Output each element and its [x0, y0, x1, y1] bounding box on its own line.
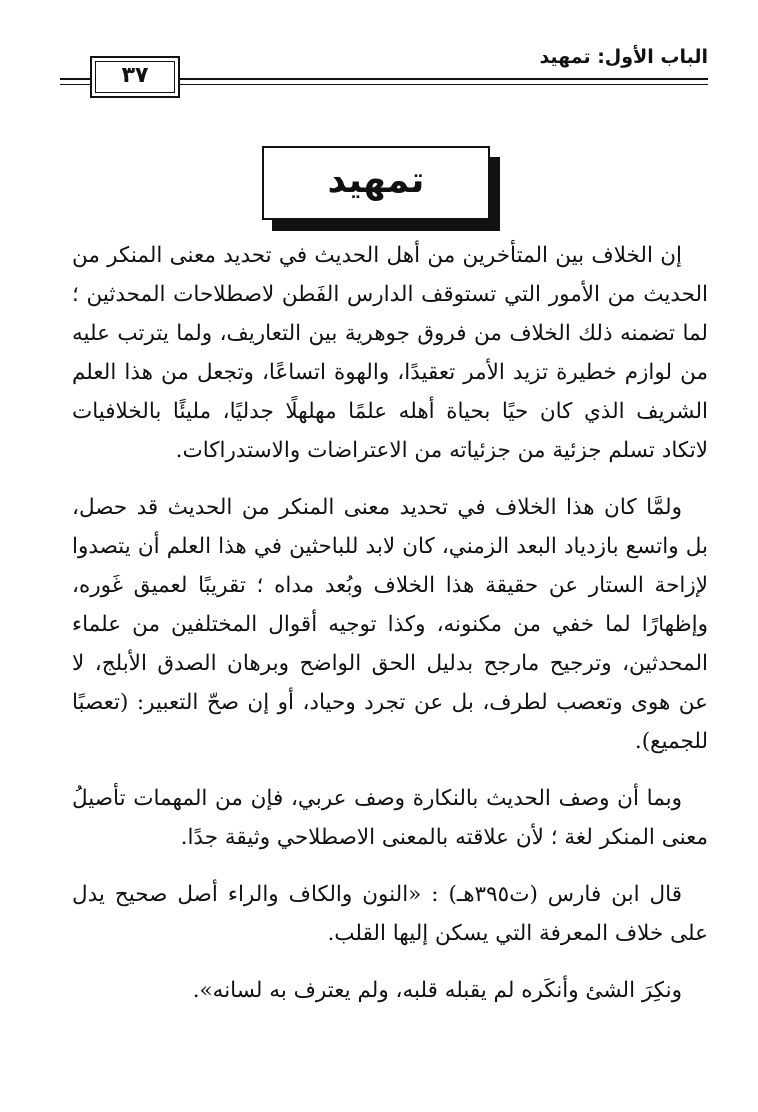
paragraph-quote-end: ونكِرَ الشئ وأنكَره لم يقبله قلبه، ولم يعترف به لسانه». — [192, 978, 682, 1003]
page-number-frame — [90, 56, 180, 98]
body-text — [72, 236, 708, 1028]
chapter-title: الباب الأول: تمهيد — [539, 46, 708, 68]
paragraph-linguistic: وبما أن وصف الحديث بالنكارة وصف عربي، فإن من المهمات تأصيلُ معنى المنكر لغة ؛ لأن علاقته بالمعنى الاصطلاحي وثيقة جدًا. — [72, 786, 708, 850]
paragraph-quote: قال ابن فارس (ت٣٩٥هـ) : «النون والكاف والراء أصل صحيح يدل على خلاف المعرفة التي يسكن إليها القلب. — [72, 882, 708, 946]
paragraph-dispute: ولمَّا كان هذا الخلاف في تحديد معنى المنكر من الحديث قد حصل، بل واتسع بازدياد البعد الزمني، كان لابد للباحثين في هذا العلم أن يتصدوا لإزاحة الستار عن حقيقة هذا الخلاف وبُعد مداه ؛ تقريبًا لعميق غَوره، وإظهارًا لما خفي من مكنونه، وكذا توجيه أقوال المختلفين من علماء المحدثين، وترجيح مارجح بدليل الحق الواضح وبرهان الصدق الأبلج، لا عن هوى وتعصب لطرف، بل عن تجرد وحياد، أو إن صحّ التعبير: (تعصبًا للجميع). — [72, 495, 708, 754]
page-header — [60, 40, 708, 106]
page-number: ٣٧ — [121, 63, 149, 88]
paragraph-intro: إن الخلاف بين المتأخرين من أهل الحديث في تحديد معنى المنكر من الحديث من الأمور التي تستوقف الدارس الفَطن لاصطلاحات المحدثين ؛ لما تضمنه ذلك الخلاف من فروق جوهرية بين التعاريف، ولما يترتب عليه من لوازم خطيرة تزيد الأمر تعقيدًا، والهوة اتساعًا، وتجعل من هذا العلم الشريف الذي كان حيًا بحياة أهله علمًا مهلهلًا جدليًا، مليئًا بالخلافيات لاتكاد تسلم جزئية من جزئياته من الاعتراضات والاستدراكات. — [72, 243, 708, 463]
section-heading: تمهيد — [327, 160, 425, 201]
section-heading-box — [262, 146, 490, 220]
